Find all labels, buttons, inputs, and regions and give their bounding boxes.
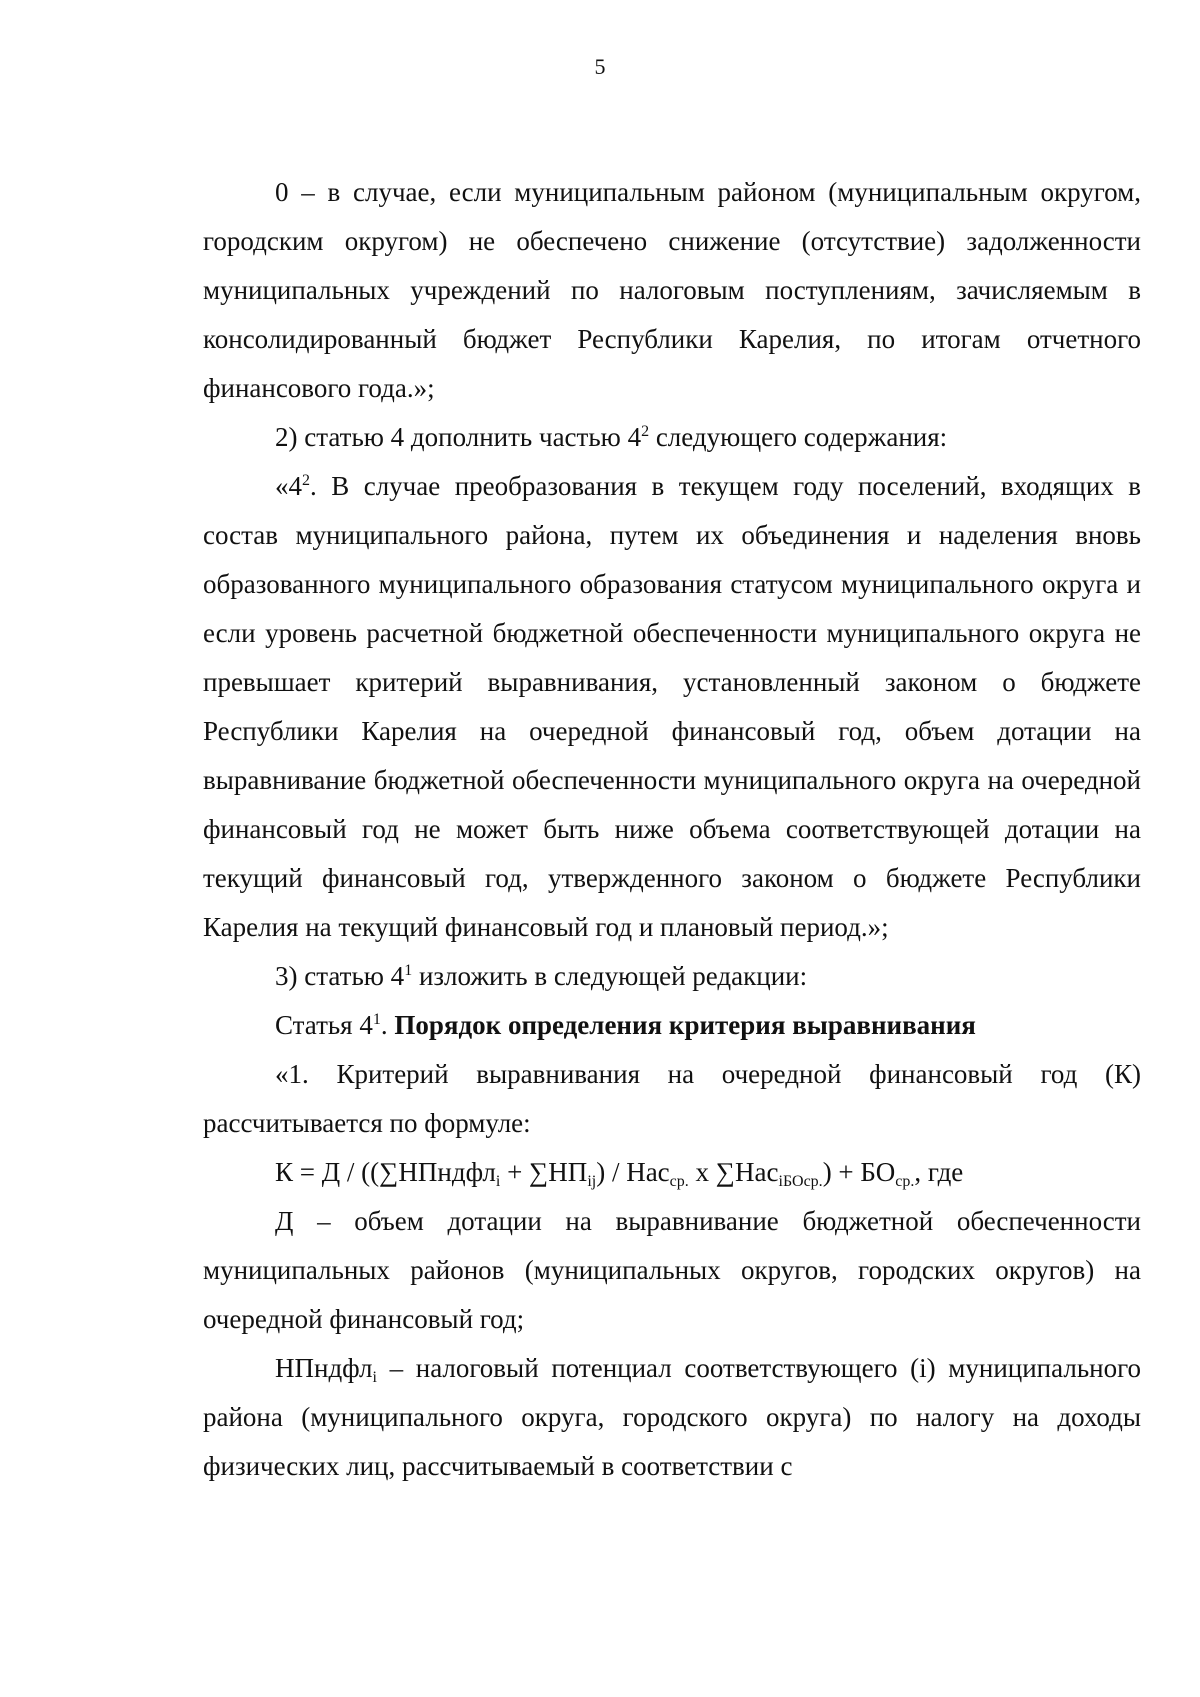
paragraph-criterion: «1. Критерий выравнивания на очередной финансовый год (К) рассчитывается по формуле:: [203, 1059, 1141, 1138]
document-body: [203, 168, 1141, 1491]
article-title: Порядок определения критерия выравнивания: [394, 1010, 976, 1040]
formula: К = Д / ((∑НПндфл$_i$ + $\sum НП_{ij}) / Нас_{ср.}$ х $\sum Нас_{iБОср.}) + БО_{ср.}$, где: [275, 1157, 964, 1190]
article-heading: Статья $4^1$. Порядок определения критерия выравнивания: [275, 1010, 976, 1040]
paragraph-amend-article-4: 2) статью 4 дополнить частью $4^2$ следующего содержания:: [275, 422, 948, 452]
page-number: 5: [594, 54, 606, 79]
paragraph-definition-d: Д – объем дотации на выравнивание бюджетной обеспеченности муниципальных районов (муниципальных округов, городских округов) на очередной финансовый год;: [203, 1206, 1141, 1334]
paragraph-zero-case: 0 – в случае, если муниципальным районом (муниципальным округом, городским округом) не обеспечено снижение (отсутствие) задолженности муниципальных учреждений по налоговым поступлениям, зачисляемым в консолидированный бюджет Республики Карелия, по итогам отчетного финансового года.»;: [203, 177, 1141, 403]
paragraph-part-4-2: «$4^2$. В случае преобразования в текущем году поселений, входящих в состав муниципального района, путем их объединения и наделения вновь образованного муниципального образования статусом муниципального округа и если уровень расчетной бюджетной обеспеченности муниципального округа не превышает критерий выравнивания, установленный законом о бюджете Республики Карелия на очередной финансовый год, объем дотации на выравнивание бюджетной обеспеченности муниципального округа на очередной финансовый год не может быть ниже объема соответствующей дотации на текущий финансовый год, утвержденного законом о бюджете Республики Карелия на текущий финансовый год и плановый период.»;: [203, 471, 1141, 942]
paragraph-definition-npndfl: НПндфл$_i$ – налоговый потенциал соответствующего (i) муниципального района (муниципального округа, городского округа) по налогу на доходы физических лиц, рассчитываемый в соответствии с: [203, 1353, 1141, 1481]
paragraph-amend-article-4-1: 3) статью $4^1$ изложить в следующей редакции:: [275, 961, 808, 991]
